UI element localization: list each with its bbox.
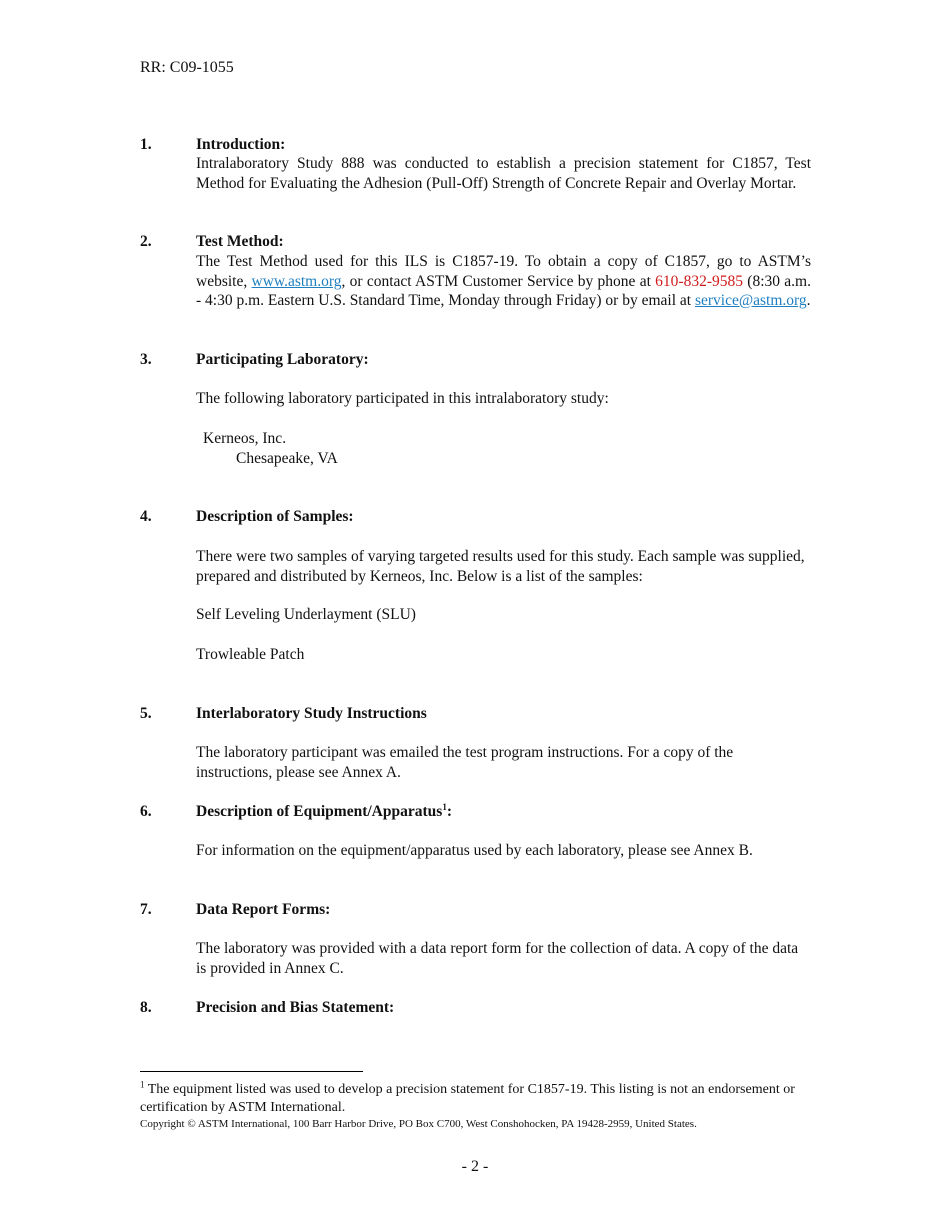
section-2-number: 2. [140, 233, 152, 250]
footnote-marker: 1 [140, 1079, 145, 1090]
section-6-text: For information on the equipment/apparatus used by each laboratory, please see Annex B. [196, 842, 753, 859]
footnote [140, 1081, 800, 1117]
section-4-text: There were two samples of varying targeted results used for this study. Each sample was supplied, prepared and distributed by Kerneos, Inc. Below is a list of the samples: [196, 548, 805, 585]
section-5-heading: Interlaboratory Study Instructions [196, 705, 427, 722]
section-2-text-a: The Test Method used for this ILS is C1857-19. To obtain a copy of C1857, go to ASTM’s website, [196, 253, 811, 290]
section-2-heading: Test Method: [196, 233, 284, 250]
section-4-number: 4. [140, 508, 152, 525]
section-2-text [196, 252, 811, 311]
section-7-text: The laboratory was provided with a data report form for the collection of data. A copy of the data is provided in Annex C. [196, 940, 799, 977]
page-number: - 2 - [461, 1158, 489, 1175]
footnote-text: The equipment listed was used to develop a precision statement for C1857-19. This listing is not an endorsement or certification by ASTM International. [140, 1082, 795, 1115]
section-6-number: 6. [140, 803, 152, 820]
section-1-number: 1. [140, 136, 152, 153]
section-2-text-d: . [806, 292, 811, 309]
sample-item: Self Leveling Underlayment (SLU) [196, 606, 416, 623]
section-2-text-c: (8:30 a.m. - 4:30 p.m. Eastern U.S. Standard Time, Monday through Friday) or by email at [196, 272, 811, 309]
footnote-separator [140, 1071, 363, 1072]
lab-location: Chesapeake, VA [236, 450, 338, 467]
copyright-notice: Copyright © ASTM International, 100 Barr Harbor Drive, PO Box C700, West Conshohocken, PA 19428-2959, United States. [140, 1118, 697, 1130]
section-7-number: 7. [140, 901, 152, 918]
service-email-link[interactable]: service@astm.org [694, 292, 807, 309]
section-6-heading-suffix: : [446, 803, 452, 820]
section-5-text: The laboratory participant was emailed the test program instructions. For a copy of the instructions, please see Annex A. [196, 744, 734, 781]
astm-website-link[interactable]: www.astm.org [251, 272, 342, 290]
section-8-heading: Precision and Bias Statement: [196, 999, 395, 1016]
section-5-number: 5. [140, 705, 152, 722]
section-1-heading: Introduction: [196, 136, 286, 153]
sample-item: Trowleable Patch [196, 646, 305, 663]
section-4-heading: Description of Samples: [196, 508, 354, 525]
footnote-ref: 1 [442, 801, 447, 812]
section-2-text-b: , or contact ASTM Customer Service by phone at [341, 272, 656, 290]
section-8-number: 8. [140, 999, 152, 1016]
lab-name: Kerneos, Inc. [203, 430, 287, 447]
section-7-heading: Data Report Forms: [196, 901, 331, 918]
section-3-text: The following laboratory participated in this intralaboratory study: [196, 390, 609, 407]
section-6-heading-text: Description of Equipment/Apparatus [196, 803, 443, 820]
document-id-header: RR: C09-1055 [140, 59, 234, 76]
phone-number: 610-832-9585 [655, 272, 743, 290]
section-6-heading [196, 802, 452, 822]
section-1-text: Intralaboratory Study 888 was conducted to establish a precision statement for C1857, Test Method for Evaluating the Adhesion (Pull-Off) Strength of Concrete Repair and Overlay Mortar. [196, 155, 811, 192]
section-3-heading: Participating Laboratory: [196, 351, 369, 368]
section-3-number: 3. [140, 351, 152, 368]
